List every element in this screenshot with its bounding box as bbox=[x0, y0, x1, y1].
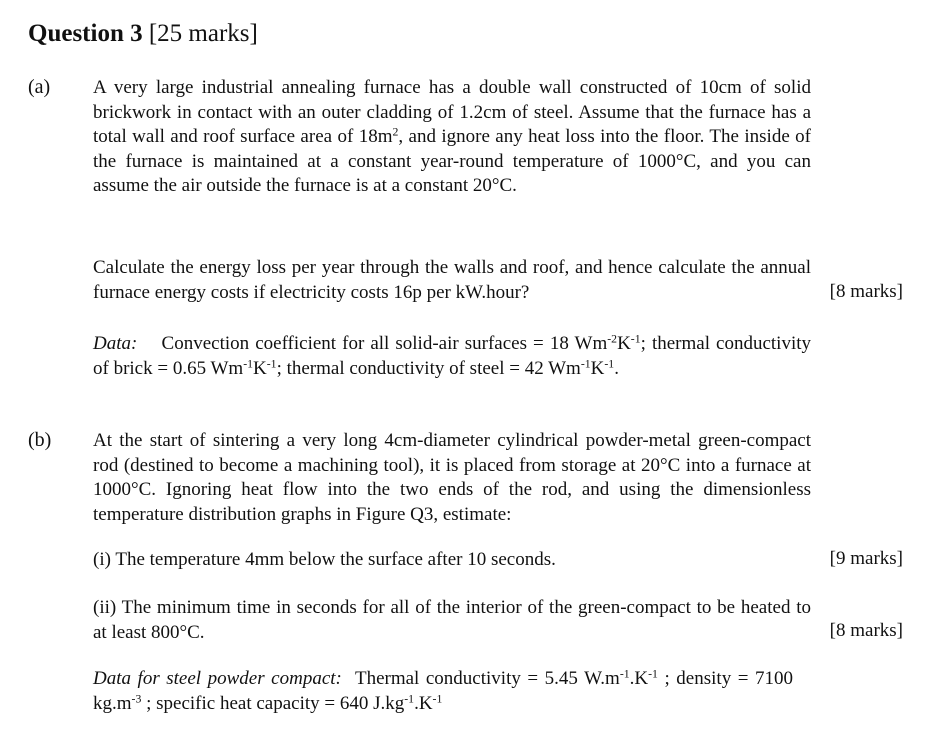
part-b-data bbox=[93, 667, 793, 716]
part-b-data-sup3: -3 bbox=[131, 692, 142, 706]
part-b-q2-marks: [8 marks] bbox=[829, 620, 903, 641]
part-a-data-sup1: -2 bbox=[607, 332, 618, 346]
part-a-data-sup2: -1 bbox=[630, 332, 641, 346]
part-a-p1-end: , and ignore any heat loss into the floor. The inside of the furnace is maintained at a constant year-round temperature of 1000°C, and you can assume the air outside the furnace is at a constant 20°C. bbox=[93, 126, 811, 196]
part-b-data-3: ; density = 7100 kg.m bbox=[93, 668, 793, 714]
part-a-data-sup6: -1 bbox=[604, 357, 615, 371]
question-total-marks: [25 marks] bbox=[148, 20, 258, 47]
part-b-q1-marks: [9 marks] bbox=[829, 548, 903, 569]
part-a-data-5: ; thermal conductivity of steel = 42 Wm bbox=[276, 357, 581, 379]
part-a-data-3: ; thermal conductivity of brick = 0.65 Wm bbox=[93, 333, 812, 379]
part-b-data-5: .K bbox=[414, 692, 433, 714]
part-a-data-sup3: -1 bbox=[243, 357, 254, 371]
part-a-data-sup4: -1 bbox=[266, 357, 277, 371]
part-a-label: (a) bbox=[28, 76, 51, 98]
part-b-data-sup4: -1 bbox=[404, 692, 415, 706]
part-b-data-label: Data for steel powder compact: bbox=[93, 668, 342, 689]
part-a-data-sup5: -1 bbox=[580, 357, 591, 371]
part-b-paragraph-1: At the start of sintering a very long 4cm-diameter cylindrical powder-metal green-compact rod (destined to become a machining tool), it is placed from storage at 20°C into a furnace at 1000°C. Ignoring heat flow into the two ends of the rod, and using the dimensionless temperature distribution graphs in Figure Q3, estimate: bbox=[93, 430, 811, 525]
part-a-data-4: K bbox=[253, 357, 267, 379]
part-a-data bbox=[93, 332, 811, 381]
part-a-data-label: Data: bbox=[93, 333, 138, 354]
part-b-data-sup5: -1 bbox=[432, 692, 443, 706]
part-a-marks: [8 marks] bbox=[829, 281, 903, 302]
part-a-paragraph-2: Calculate the energy loss per year through the walls and roof, and hence calculate the annual furnace energy costs if electricity costs 16p per kW.hour? bbox=[93, 257, 811, 303]
part-b-question-1: (i) The temperature 4mm below the surface after 10 seconds. bbox=[93, 549, 556, 570]
part-a-data-7: . bbox=[614, 357, 619, 379]
part-a-paragraph-1 bbox=[93, 76, 811, 199]
part-b-label: (b) bbox=[28, 429, 52, 451]
part-a-data-1: Convection coefficient for all solid-air surfaces = 18 Wm bbox=[161, 333, 608, 354]
part-a-data-6: K bbox=[590, 357, 605, 379]
part-b-data-1: Thermal conductivity = 5.45 W.m bbox=[354, 668, 620, 689]
question-heading bbox=[28, 20, 258, 48]
part-b-data-sup2: -1 bbox=[648, 667, 658, 681]
part-a-p1-text: A very large industrial annealing furnace has a double wall constructed of 10cm of solid brickwork in contact with an outer cladding of 1.2cm of steel. Assume that the furnace has a total wall and roof surface area of 18m bbox=[93, 77, 811, 147]
part-b-question-2: (ii) The minimum time in seconds for all of the interior of the green-compact to be heated to at least 800°C. bbox=[93, 597, 811, 643]
part-b-data-sup1: -1 bbox=[619, 667, 630, 681]
part-a-p1-sup: 2 bbox=[392, 125, 399, 139]
part-b-data-2: .K bbox=[629, 668, 649, 689]
part-b-data-4: ; specific heat capacity = 640 J.kg bbox=[141, 692, 405, 714]
question-title: Question 3 bbox=[28, 20, 143, 47]
part-a-data-2: K bbox=[617, 333, 631, 354]
